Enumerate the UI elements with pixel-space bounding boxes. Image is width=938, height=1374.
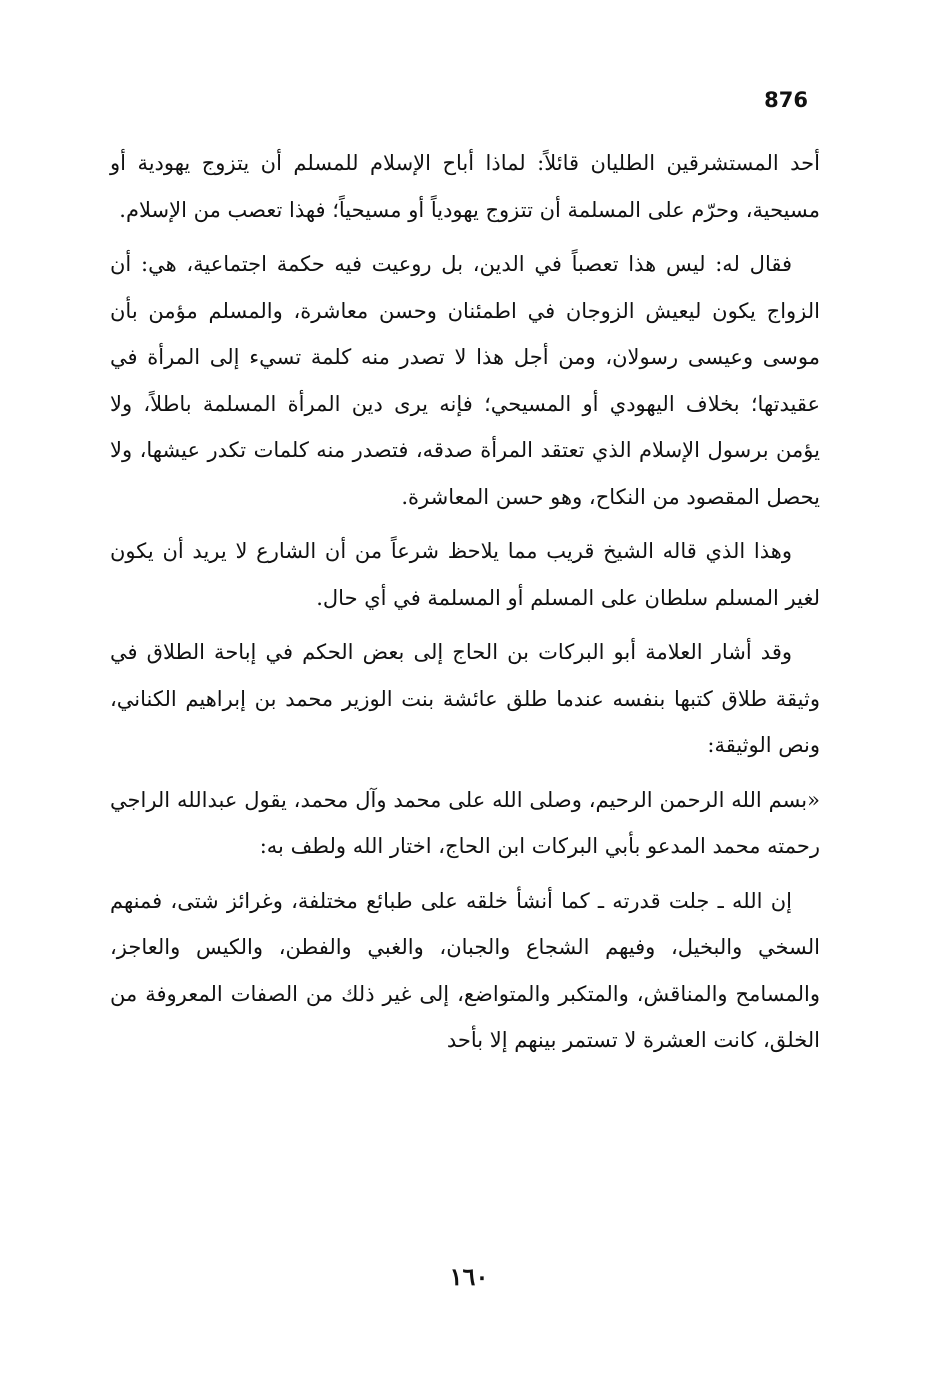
- body-text: [110, 140, 820, 1072]
- paragraph-5: «بسم الله الرحمن الرحيم، وصلى الله على محمد وآل محمد، يقول عبدالله الراجي رحمته محمد المدعو بأبي البركات ابن الحاج، اختار الله ولطف به:: [110, 787, 820, 858]
- paragraph-2: فقال له: ليس هذا تعصباً في الدين، بل روعيت فيه حكمة اجتماعية، هي: أن الزواج يكون ليعيش الزوجان في اطمئنان وحسن معاشرة، والمسلم مؤمن بأن موسى وعيسى رسولان، ومن أجل هذا لا تصدر منه كلمة تسيء إلى المرأة في عقيدتها؛ بخلاف اليهودي أو المسيحي؛ فإنه يرى دين المرأة المسلمة باطلاً، ولا يؤمن برسول الإسلام الذي تعتقد المرأة صدقه، فتصدر منه كلمات تكدر عيشها، ولا يحصل المقصود من النكاح، وهو حسن المعاشرة.: [110, 252, 820, 509]
- paragraph-4: وقد أشار العلامة أبو البركات بن الحاج إلى بعض الحكم في إباحة الطلاق في وثيقة طلاق كتبها بنفسه عندما طلق عائشة بنت الوزير محمد بن إبراهيم الكناني، ونص الوثيقة:: [110, 640, 820, 757]
- paragraph-3: وهذا الذي قاله الشيخ قريب مما يلاحظ شرعاً من أن الشارع لا يريد أن يكون لغير المسلم سلطان على المسلم أو المسلمة في أي حال.: [110, 539, 820, 610]
- paragraph-1: أحد المستشرقين الطليان قائلاً: لماذا أباح الإسلام للمسلم أن يتزوج يهودية أو مسيحية، وحرّم على المسلمة أن تتزوج يهودياً أو مسيحياً؛ فهذا تعصب من الإسلام.: [110, 151, 820, 222]
- footer-page-number: ١٦٠: [449, 1262, 489, 1291]
- paragraph-6: إن الله ـ جلت قدرته ـ كما أنشأ خلقه على طبائع مختلفة، وغرائز شتى، فمنهم السخي والبخيل، وفيهم الشجاع والجبان، والغبي والفطن، والكيس والعاجز، والمسامح والمناقش، والمتكبر والمتواضع، إلى غير ذلك من الصفات المعروفة من الخلق، كانت العشرة لا تستمر بينهم إلا بأحد: [110, 888, 820, 1052]
- page-number-top: 876: [764, 88, 808, 112]
